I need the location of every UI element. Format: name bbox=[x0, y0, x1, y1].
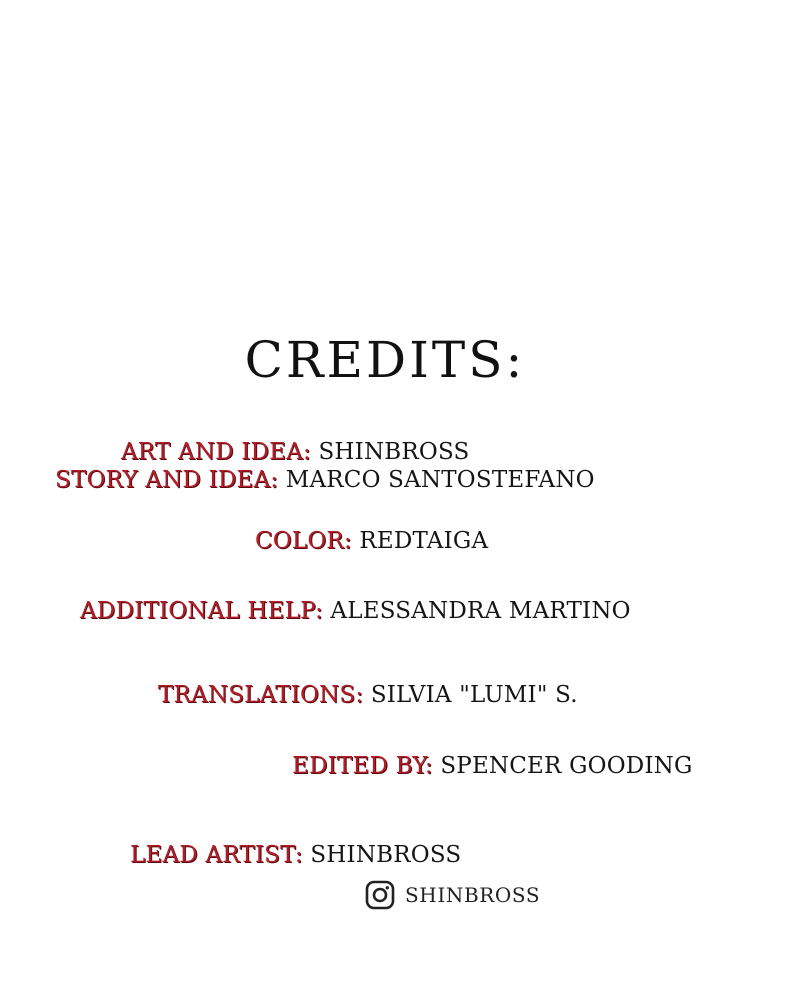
instagram-handle: SHINBROSS bbox=[405, 883, 541, 907]
credit-lead-artist bbox=[130, 844, 461, 867]
credit-role: LEAD ARTIST: bbox=[130, 842, 303, 868]
credit-role: TRANSLATIONS: bbox=[158, 682, 364, 708]
credit-edited-by bbox=[292, 755, 693, 778]
credit-name: MARCO SANTOSTEFANO bbox=[285, 467, 595, 493]
credit-role: ART AND IDEA: bbox=[121, 439, 311, 465]
instagram-icon bbox=[365, 880, 395, 910]
credit-role: EDITED BY: bbox=[292, 753, 433, 779]
credit-additional-help bbox=[80, 600, 631, 623]
credit-role: COLOR: bbox=[255, 528, 352, 554]
credit-art-and-idea bbox=[121, 441, 469, 464]
credit-name: SHINBROSS bbox=[318, 439, 470, 465]
credit-name: ALESSANDRA MARTINO bbox=[330, 598, 631, 624]
credits-title: CREDITS: bbox=[244, 331, 526, 389]
credit-role: STORY AND IDEA: bbox=[55, 467, 279, 493]
credit-translations bbox=[158, 684, 578, 707]
credit-name: SILVIA "LUMI" S. bbox=[370, 682, 578, 708]
credit-name: SPENCER GOODING bbox=[440, 753, 693, 779]
credit-role: ADDITIONAL HELP: bbox=[80, 598, 323, 624]
credit-story-and-idea bbox=[55, 469, 595, 492]
credit-name: REDTAIGA bbox=[359, 528, 489, 554]
credit-name: SHINBROSS bbox=[310, 842, 462, 868]
instagram-handle-row bbox=[365, 880, 540, 910]
credit-color bbox=[255, 530, 488, 553]
